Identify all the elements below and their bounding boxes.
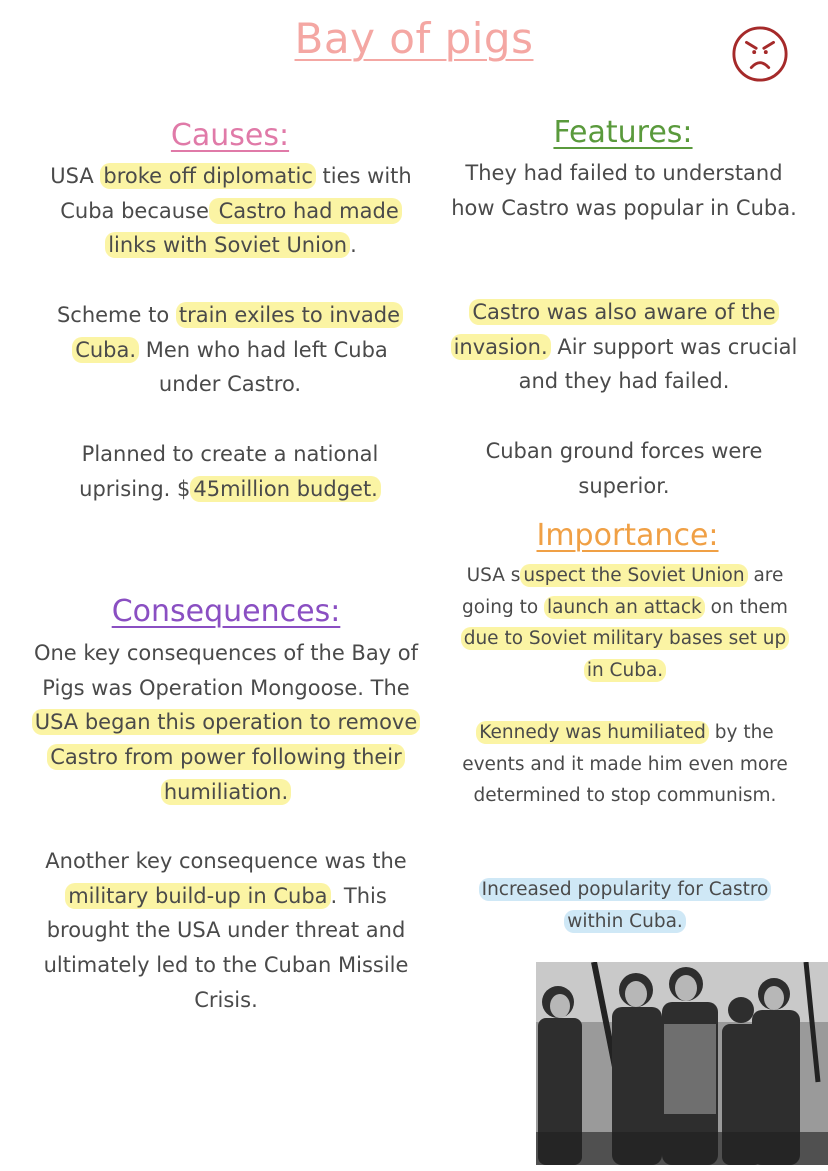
features-paragraph-2: Castro was also aware of the invasion. Air support was crucial and they had failed.	[448, 295, 800, 399]
features-heading: Features:	[553, 115, 693, 150]
causes-paragraph-3: Planned to create a national uprising. $ 45million budget.	[55, 437, 405, 506]
importance-paragraph-2: Kennedy was humiliated by the events and it made him even more determined to stop communism.	[462, 722, 788, 806]
importance-paragraph-1: USA s uspect the Soviet Union are going to launch an attack on them due to Soviet military bases set up in Cuba.	[462, 565, 788, 681]
page-title: Bay of pigs	[294, 14, 534, 63]
soldiers-photo	[536, 962, 828, 1165]
importance-heading: Importance:	[536, 518, 719, 553]
features-paragraph-3: Cuban ground forces were superior.	[485, 439, 763, 498]
consequences-paragraph-2: Another key consequence was the military build-up in Cuba . This brought the USA under threat and ultimately led to the Cuban Missile Crisis.	[43, 849, 409, 1012]
causes-paragraph-2: Scheme to train exiles to invade Cuba. Men who had left Cuba under Castro.	[40, 298, 420, 402]
consequences-heading: Consequences:	[111, 594, 341, 629]
features-paragraph-1: They had failed to understand how Castro was popular in Cuba.	[451, 161, 797, 220]
causes-heading: Causes:	[170, 118, 290, 153]
causes-paragraph-1: USA broke off diplomatic ties with Cuba because Castro had made links with Soviet Union .	[50, 164, 412, 258]
consequences-paragraph-1: One key consequences of the Bay of Pigs was Operation Mongoose. The USA began this operation to remove Castro from power following their humiliation.	[30, 636, 422, 810]
frowning-face-icon	[731, 25, 789, 83]
importance-paragraph-3: Increased popularity for Castro within Cuba.	[455, 874, 795, 937]
